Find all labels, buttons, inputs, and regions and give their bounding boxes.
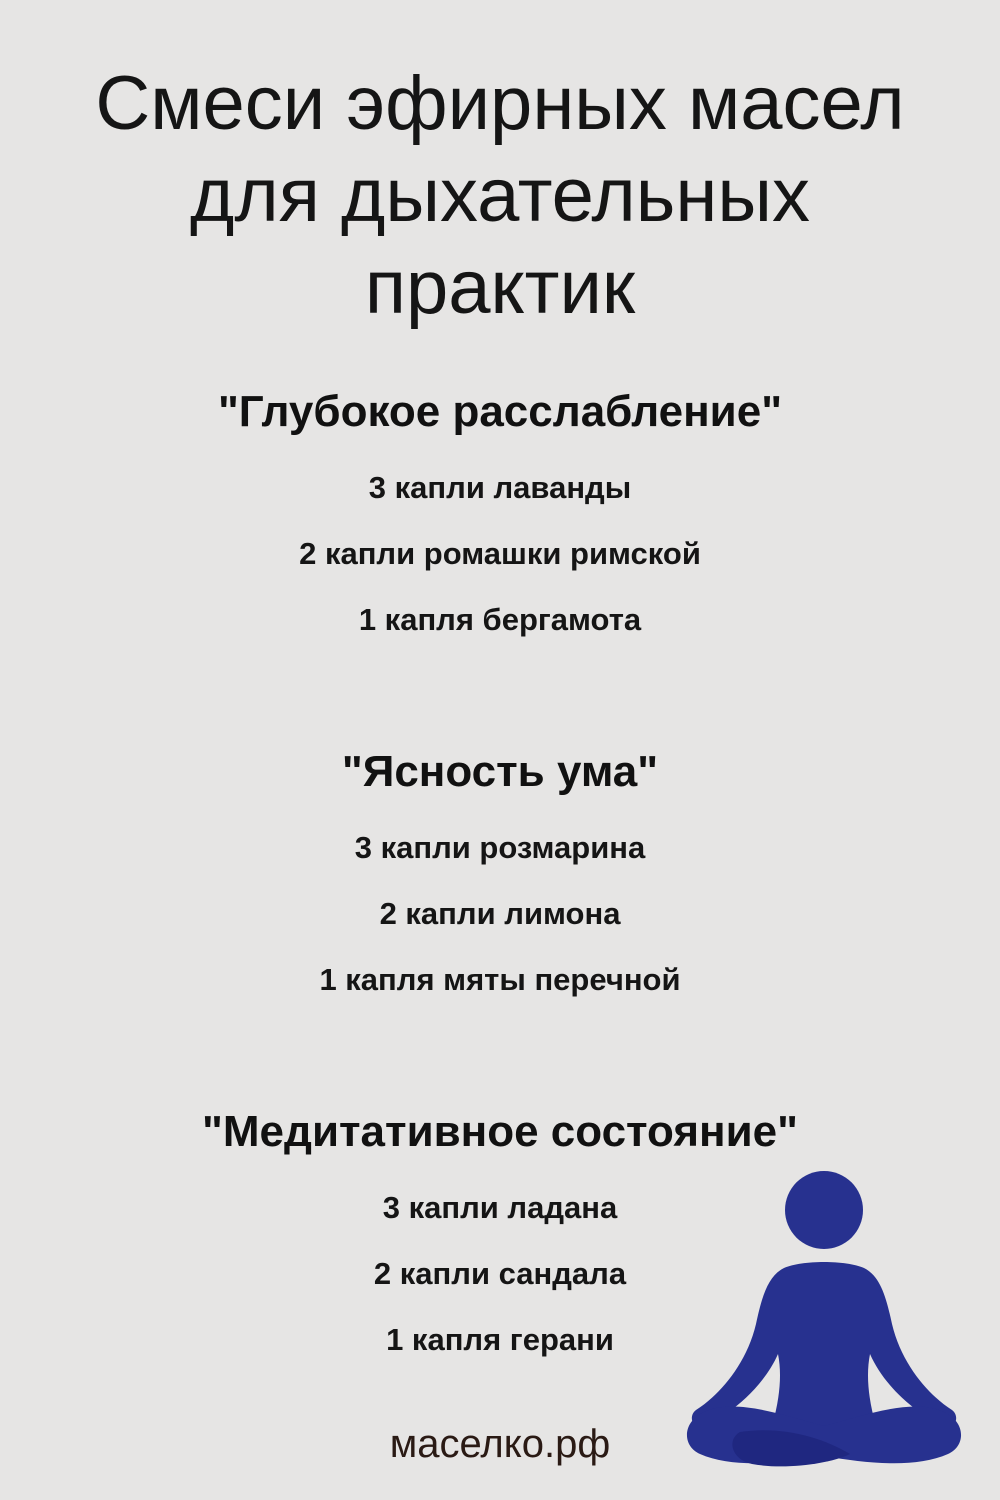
ingredient-item: 3 капли лаванды [368,470,632,505]
ingredient-list [0,830,1000,998]
ingredient-item: 3 капли розмарина [354,830,646,865]
site-url: маселко.рф [389,1422,611,1466]
ingredient-list [0,470,1000,638]
title-line-2: для дыхательных [190,153,810,238]
ingredient-item: 3 капли ладана [382,1190,618,1225]
ingredient-item: 1 капля герани [386,1322,614,1357]
page-title [0,58,1000,334]
blend-mind-clarity [0,744,1000,998]
blend-title: "Глубокое расслабление" [217,387,783,436]
title-line-1: Смеси эфирных масел [95,61,905,146]
ingredient-item: 1 капля мяты перечной [319,962,681,997]
ingredient-item: 1 капля бергамота [358,602,642,637]
blend-title: "Медитативное состояние" [202,1107,798,1156]
blend-title: "Ясность ума" [341,747,659,796]
blend-deep-relaxation [0,384,1000,638]
title-line-3: практик [364,245,636,330]
ingredient-item: 2 капли ромашки римской [299,536,701,571]
ingredient-item: 2 капли лимона [379,896,621,931]
ingredient-item: 2 капли сандала [373,1256,627,1291]
